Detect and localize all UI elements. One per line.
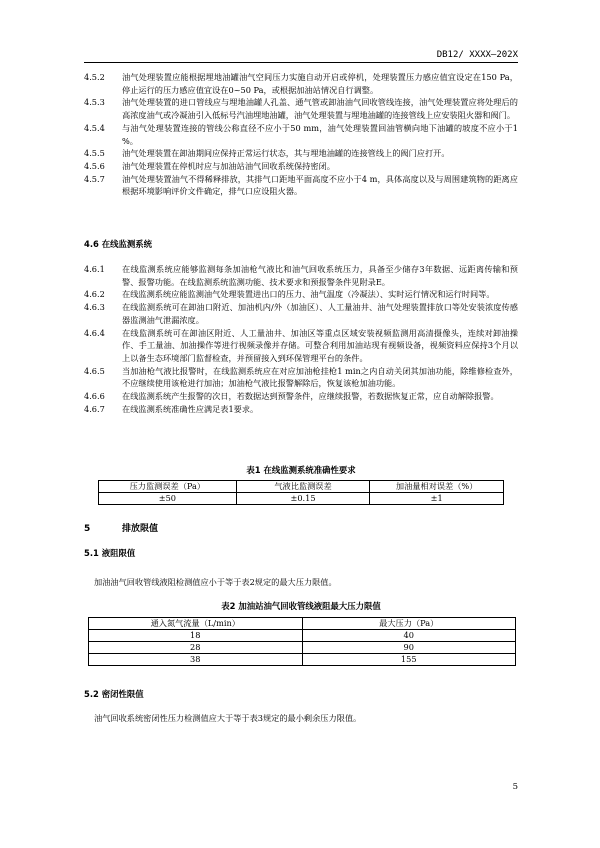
clause-4-6-7 [84,403,518,416]
clause-4-5-6 [84,160,518,173]
clause-number: 4.6.1 [84,264,105,274]
paragraph-5-1: 加油油气回收管线液阻检测值应小于等于表2规定的最大压力限值。 [94,577,337,587]
clause-text: 在线监测系统应能监测油气处理装置进出口的压力、油气温度（冷凝法）、实时运行情况和运行时间等。 [122,289,495,300]
clause-text: 在线监测系统应能够监测每条加油枪气液比和油气回收系统压力，具备至少储存3年数据、远距离传输和预警、报警功能。在线监测系统监测功能、技术要求和预报警条件见附录E。 [122,264,518,287]
clause-number: 4.5.6 [84,160,105,171]
clause-number: 4.5.2 [84,72,105,82]
section-heading-5-2 [84,688,144,700]
clause-text: 在线监测系统准确性应满足表1要求。 [122,403,259,414]
clause-number: 4.5.7 [84,173,105,184]
section-number: 4.6 [84,239,99,249]
table1-caption: 表1 在线监测系统准确性要求 [246,465,356,475]
section-title: 在线监测系统 [101,239,153,249]
table-header-cell: 气液比监测误差 [236,481,370,493]
section-number: 5.1 [84,548,99,558]
clause-number: 4.6.2 [84,289,105,300]
section-title: 排放限值 [122,524,159,534]
section-title: 密闭性限值 [101,689,144,699]
table1-accuracy [98,480,504,505]
section-title: 液阻限值 [101,548,136,558]
clause-text: 在线监测系统可在卸油口附近、加油机内/外（加油区）、人工量油井、油气处理装置排放口等处安装浓度传感器监测油气泄漏浓度。 [122,302,518,325]
clause-text: 在线监测系统可在卸油区附近、人工量油井、加油区等重点区域安装视频监测用高清摄像头，连续对卸油操作、手工量油、加油操作等进行视频录像并存储。可整合利用加油站现有视频设备，视频资料应保持3个月以上以备生态环境部门监督检查，并预留接入到环保管理平台的条件。 [122,327,518,363]
clause-4-6-5 [84,365,518,390]
clause-text: 油气处理装置应能根据埋地油罐油气空间压力实施自动开启或停机，处理装置压力感应值宜设定在150 Pa，停止运行的压力感应值宜设在0~50 Pa，或根据加油站情况自行调整。 [122,72,518,95]
clause-4-5-2 [84,71,518,96]
clause-4-5-4 [84,122,518,147]
page-number: 5 [512,782,518,792]
clause-text: 油气处理装置的进口管线应与埋地油罐人孔盖、通气管或卸油油气回收管线连接，油气处理装置应将处理后的高浓度油气或冷凝油引入低标号汽油埋地油罐，油气处理装置与埋地油罐的连接管线上应安装阻火器和阀门。 [122,97,518,121]
clause-text: 与油气处理装置连接的管线公称直径不应小于50 mm，油气处理装置回油管横向地下油罐的坡度不应小于1 %。 [122,122,518,146]
table-cell: 38 [89,654,303,666]
table-header-row [99,481,504,493]
table2-caption: 表2 加油站油气回收管线液阻最大压力限值 [221,601,381,611]
section-number: 5.2 [84,689,99,699]
clause-number: 4.5.5 [84,148,105,159]
document-code-header: DB12/ XXXX—202X [436,50,518,60]
table-cell: ±1 [370,493,504,505]
table-header-cell: 最大压力（Pa） [302,618,516,630]
clauses-4-5 [84,71,518,198]
clause-4-6-3 [84,301,518,326]
clause-4-6-4 [84,327,518,365]
table-cell: ±50 [99,493,237,505]
clause-number: 4.6.5 [84,365,105,376]
section-heading-5-1 [84,547,135,559]
clause-number: 4.6.4 [84,327,105,338]
table-header-cell: 压力监测误差（Pa） [99,481,237,493]
clause-number: 4.6.3 [84,302,105,313]
section-heading-5 [84,521,158,534]
clause-4-5-7 [84,173,518,198]
table-cell: 90 [302,642,516,654]
paragraph-5-2: 油气回收系统密闭性压力检测值应大于等于表3规定的最小剩余压力限值。 [94,713,362,723]
clause-number: 4.6.7 [84,403,105,414]
table2-pressure-limits [88,617,516,666]
clause-text: 在线监测系统产生报警的次日，若数据达到预警条件，应继续报警，若数据恢复正常，应自动解除报警。 [122,391,499,402]
table-row [89,642,516,654]
clause-text: 油气处理装置在停机时应与加油站油气回收系统保持密闭。 [122,160,335,171]
section-heading-4-6 [84,238,152,250]
clause-4-6-2 [84,288,518,301]
table-cell: 28 [89,642,303,654]
clause-4-6-6 [84,390,518,403]
section-number: 5 [84,524,91,534]
clause-4-6-1 [84,263,518,288]
table-header-cell: 通入氮气流量（L/min） [89,618,303,630]
clause-text: 油气处理装置在卸油期间应保持正常运行状态，其与埋地油罐的连接管线上的阀门应打开。 [122,148,450,159]
table-header-row [89,618,516,630]
clause-4-5-3 [84,96,518,121]
table-cell: 18 [89,630,303,642]
table-cell: 40 [302,630,516,642]
clause-text: 油气处理装置油气不得稀释排放，其排气口距地平面高度不应小于4 m，具体高度以及与周围建筑物的距离应根据环境影响评价文件确定，排气口应设阻火器。 [122,173,518,197]
header-rule [84,62,518,63]
clause-number: 4.6.6 [84,391,105,402]
table-row [99,493,504,505]
table-cell: 155 [302,654,516,666]
clause-4-5-5 [84,147,518,160]
clause-text: 当加油枪气液比报警时，在线监测系统应在对应加油枪挂枪1 min之内自动关闭其加油功能，除维修检查外，不应继续使用该枪进行加油；加油枪气液比报警解除后，恢复该枪加油功能。 [122,365,518,389]
table-cell: ±0.15 [236,493,370,505]
table-header-cell: 加油量相对误差（%） [370,481,504,493]
table-row [89,630,516,642]
table-row [89,654,516,666]
clause-number: 4.5.4 [84,122,105,133]
clauses-4-6 [84,263,518,415]
clause-number: 4.5.3 [84,97,105,108]
